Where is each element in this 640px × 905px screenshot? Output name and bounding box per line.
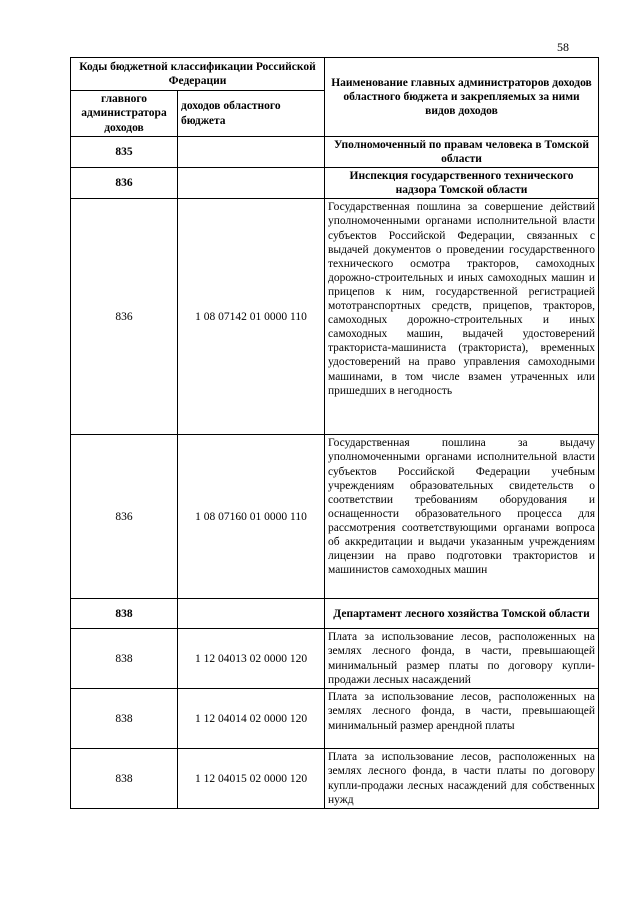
- admin-code-cell: 836: [71, 168, 178, 199]
- page-number: 58: [557, 40, 569, 54]
- name-cell: Плата за использование лесов, расположенных на землях лесного фонда, в части, превышающей минимальный размер арендной платы: [325, 689, 599, 749]
- admin-code-cell: 836: [71, 199, 178, 435]
- admin-code-cell: 838: [71, 629, 178, 689]
- table-header-row: [71, 58, 599, 91]
- name-cell: Плата за использование лесов, расположенных на землях лесного фонда, в части платы по договору купли-продажи лесных насаждений для собственных нужд: [325, 749, 599, 809]
- table-row: [71, 689, 599, 749]
- name-cell: Инспекция государственного технического надзора Томской области: [325, 168, 599, 199]
- table-row: [71, 599, 599, 629]
- admin-code-cell: 838: [71, 749, 178, 809]
- header-name-column: Наименование главных администраторов доходов областного бюджета и закрепляемых за ними видов доходов: [325, 58, 599, 137]
- income-code-cell: 1 08 07142 01 0000 110: [178, 199, 325, 435]
- budget-classification-table: [70, 57, 599, 809]
- income-code-cell: 1 12 04014 02 0000 120: [178, 689, 325, 749]
- table-row: [71, 749, 599, 809]
- name-cell: Плата за использование лесов, расположенных на землях лесного фонда, в части, превышающей минимальный размер платы по договору купли-продажи лесных насаждений: [325, 629, 599, 689]
- name-cell: Государственная пошлина за выдачу уполномоченными органами исполнительной власти субъектов Российской Федерации учебным учреждениям образовательных свидетельств о соответствии требованиям оборудования и оснащенности образовательного процесса для рассмотрения соответствующими органами вопроса об аккредитации и выдачи указанным учреждениям лицензии на право подготовки трактористов и машинистов самоходных машин: [325, 435, 599, 599]
- header-admin-column: главного администратора доходов: [71, 91, 178, 137]
- header-codes-group: Коды бюджетной классификации Российской Федерации: [71, 58, 325, 91]
- table-row: [71, 199, 599, 435]
- table-row: [71, 168, 599, 199]
- name-cell: Уполномоченный по правам человека в Томской области: [325, 137, 599, 168]
- income-code-cell: 1 12 04015 02 0000 120: [178, 749, 325, 809]
- admin-code-cell: 838: [71, 689, 178, 749]
- name-cell: Государственная пошлина за совершение действий уполномоченными органами исполнительной власти субъектов Российской Федерации, связанных с выдачей документов о проведении государственного технического осмотра тракторов, самоходных дорожно-строительных и иных самоходных машин и прицепов к ним, государственной регистрацией мототранспортных средств, прицепов, тракторов, самоходных дорожно-строительных и иных самоходных машин, выдачей удостоверений тракториста-машиниста (тракториста), временных удостоверений на право управления самоходными машинами, в том числе взамен утраченных или пришедших в негодность: [325, 199, 599, 435]
- income-code-cell: [178, 599, 325, 629]
- table-row: [71, 137, 599, 168]
- header-income-column: доходов областного бюджета: [178, 91, 325, 137]
- income-code-cell: [178, 137, 325, 168]
- admin-code-cell: 838: [71, 599, 178, 629]
- table-row: [71, 629, 599, 689]
- name-cell: Департамент лесного хозяйства Томской области: [325, 599, 599, 629]
- admin-code-cell: 836: [71, 435, 178, 599]
- income-code-cell: 1 12 04013 02 0000 120: [178, 629, 325, 689]
- income-code-cell: 1 08 07160 01 0000 110: [178, 435, 325, 599]
- admin-code-cell: 835: [71, 137, 178, 168]
- table-row: [71, 435, 599, 599]
- income-code-cell: [178, 168, 325, 199]
